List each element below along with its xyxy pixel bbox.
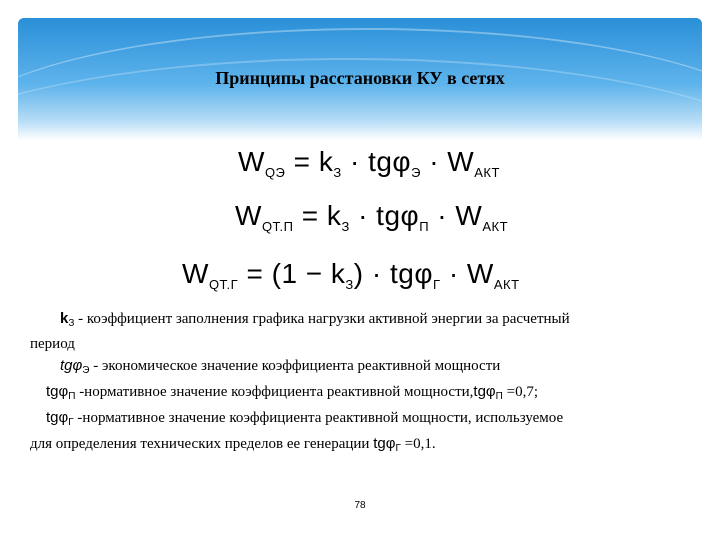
- formula-economic: $W_{QЭ} = k_З \cdot tg\varphi_Э \cdot W_{АКТ}$: [238, 146, 500, 180]
- definition-economic: tgφ$_Э$ - экономическое значение коэффициента реактивной мощности: [60, 357, 501, 376]
- formula-consumption: $W_{QТ.П} = k_З \cdot tg\varphi_П \cdot W_{АКТ}$: [235, 200, 509, 234]
- tg-phi-g-symbol: tgφ$_Г$: [46, 409, 74, 428]
- definition-generation-cont: для определения технических пределов ее генерации tgφ$_Г$ =0,1.: [30, 435, 436, 454]
- definition-k-cont: период: [30, 336, 75, 352]
- tg-phi-p-value-symbol: tgφ$_П$: [473, 383, 503, 402]
- slide-title: Принципы расстановки КУ в сетях: [215, 68, 505, 88]
- formula-generation: $W_{QТ.Г} = (1 - k_З) \cdot tg\varphi_Г \cdot W_{АКТ}$: [182, 258, 520, 292]
- page-number: 78: [354, 500, 366, 511]
- k-symbol: $k_З$: [60, 310, 75, 329]
- definition-k: $k_З$ - коэффициент заполнения графика нагрузки активной энергии за расчетный: [60, 310, 570, 329]
- definitions: [30, 308, 702, 459]
- tg-phi-e-symbol: tgφ$_Э$: [60, 357, 90, 376]
- definition-generation: tgφ$_Г$ -нормативное значение коэффициента реактивной мощности, используемое: [46, 409, 564, 428]
- definition-consumption: tgφ$_П$ -нормативное значение коэффициента реактивной мощности,tgφ$_П$ =0,7;: [46, 383, 538, 402]
- tg-phi-g-value-symbol: tgφ$_Г$: [373, 435, 401, 454]
- tg-phi-p-symbol: tgφ$_П$: [46, 383, 76, 402]
